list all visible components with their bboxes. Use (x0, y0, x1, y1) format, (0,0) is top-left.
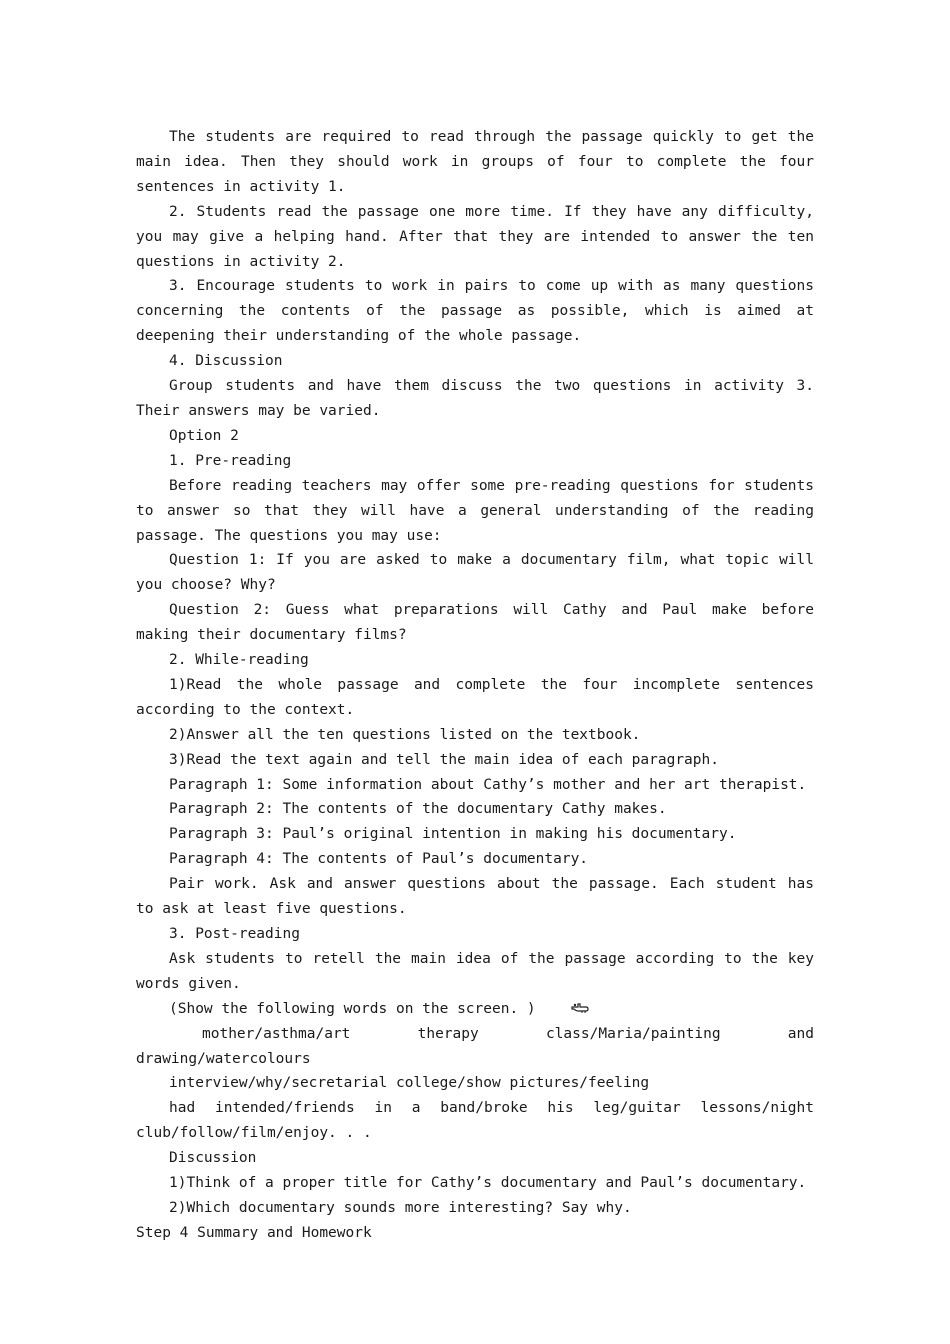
paragraph-discussion: Group students and have them discuss the two questions in activity 3. Their answers may be varied. (136, 378, 814, 419)
show-words-text: (Show the following words on the screen. ) (169, 1000, 536, 1017)
pair-work: Pair work. Ask and answer questions about the passage. Each student has to ask at least five questions. (136, 876, 814, 918)
while-reading-item-2: 2)Answer all the ten questions listed on the textbook. (169, 726, 641, 743)
while-reading-item-1: 1)Read the whole passage and complete the four incomplete sentences according to the context. (136, 676, 814, 718)
paragraph-3-summary: Paragraph 3: Paul’s original intention in making his documentary. (169, 826, 737, 843)
paragraph-step-3: 3. Encourage students to work in pairs to come up with as many questions concerning the contents of the passage as possible, which is aimed at deepening their understanding of the whole passage. (136, 278, 814, 345)
heading-discussion-2: Discussion (169, 1150, 257, 1167)
discussion-item-2: 2)Which documentary sounds more interesting? Say why. (169, 1199, 632, 1216)
heading-post-reading: 3. Post-reading (169, 926, 300, 942)
step-4-heading: Step 4 Summary and Homework (136, 1224, 372, 1241)
keywords-line-3: had intended/friends in a band/broke his leg/guitar lessons/night club/follow/film/enjoy. . . (136, 1100, 814, 1142)
heading-option-2: Option 2 (169, 427, 239, 444)
keywords-line-2: interview/why/secretarial college/show pictures/feeling (169, 1075, 650, 1092)
hand-pointer-icon (538, 999, 556, 1013)
paragraph-step-2: 2. Students read the passage one more time. If they have any difficulty, you may give a helping hand. After that they are intended to answer the ten questions in activity 2. (136, 203, 814, 270)
keywords-line-1: mother/asthma/art therapy class/Maria/painting and drawing/watercolours (136, 1025, 814, 1067)
heading-pre-reading: 1. Pre-reading (169, 452, 292, 469)
while-reading-item-3: 3)Read the text again and tell the main idea of each paragraph. (169, 751, 719, 768)
paragraph-post-reading: Ask students to retell the main idea of the passage according to the key words given. (136, 950, 814, 992)
discussion-item-1: 1)Think of a proper title for Cathy’s documentary and Paul’s documentary. (169, 1175, 807, 1192)
question-2: Question 2: Guess what preparations will Cathy and Paul make before making their documentary films? (136, 602, 814, 644)
paragraph-1-summary: Paragraph 1: Some information about Cathy’s mother and her art therapist. (169, 776, 807, 793)
document-page (136, 125, 814, 1246)
paragraph-intro: The students are required to read through the passage quickly to get the main idea. Then they should work in groups of four to complete the four sentences in activity 1. (136, 129, 814, 195)
question-1: Question 1: If you are asked to make a documentary film, what topic will you choose? Why? (136, 552, 814, 594)
paragraph-pre-reading: Before reading teachers may offer some pre-reading questions for students to answer so that they will have a general understanding of the reading passage. The questions you may use: (136, 477, 814, 544)
show-words-line (136, 997, 814, 1022)
paragraph-2-summary: Paragraph 2: The contents of the documentary Cathy makes. (169, 801, 667, 818)
heading-discussion: 4. Discussion (169, 353, 283, 370)
paragraph-4-summary: Paragraph 4: The contents of Paul’s documentary. (169, 851, 589, 868)
heading-while-reading: 2. While-reading (169, 652, 309, 669)
